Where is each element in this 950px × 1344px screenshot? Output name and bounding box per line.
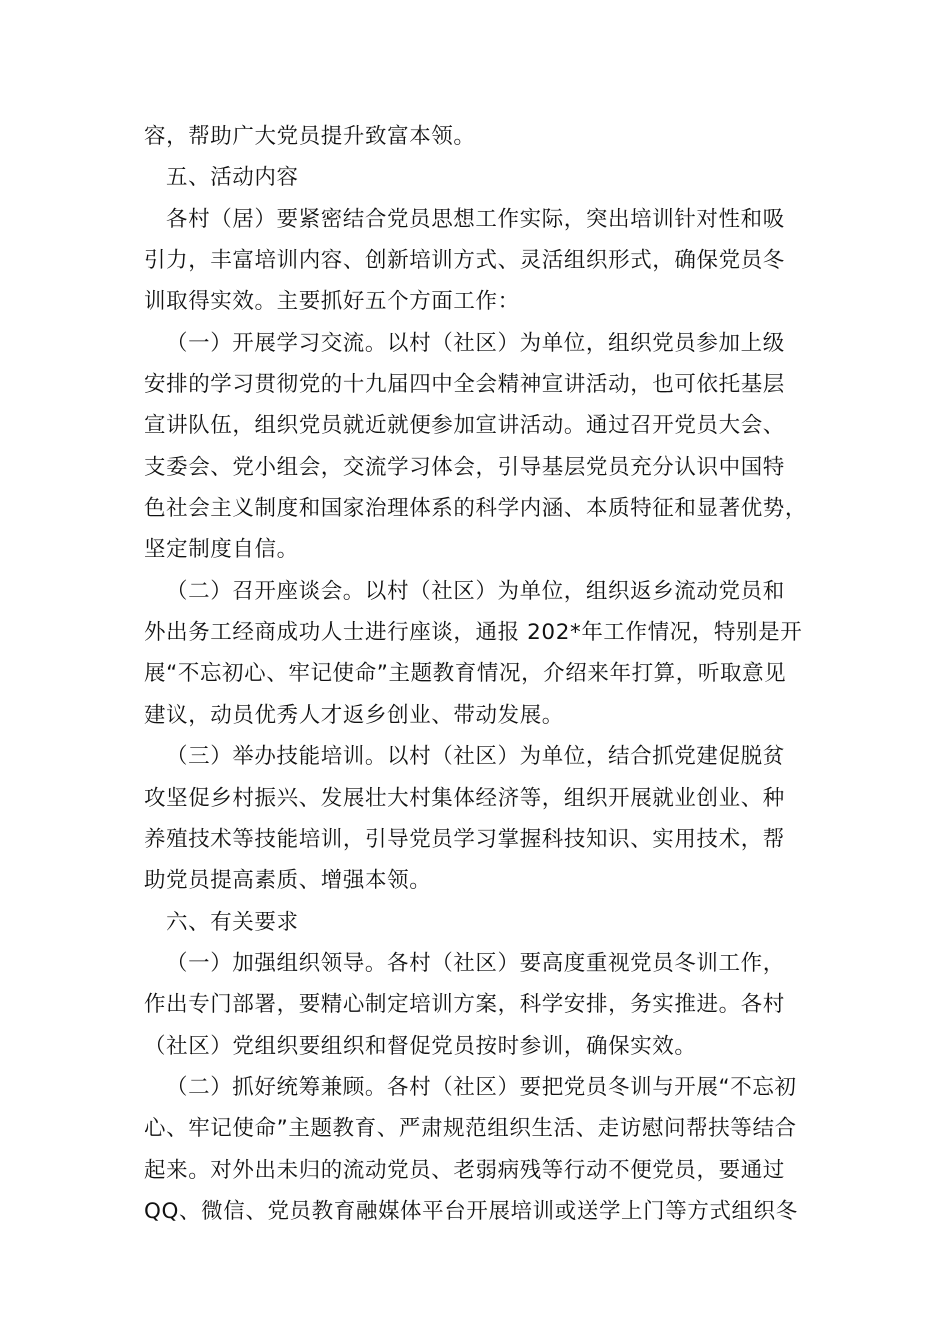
paragraph-line: 助党员提高素质、增强本领。	[144, 868, 432, 894]
paragraph-line: 心、牢记使命”主题教育、严肃规范组织生活、走访慰问帮扶等结合	[144, 1116, 797, 1142]
paragraph-line-requirement-1: （一）加强组织领导。各村（社区）要高度重视党员冬训工作，	[166, 950, 785, 976]
paragraph-line: 坚定制度自信。	[144, 537, 299, 563]
paragraph-line-item-1: （一）开展学习交流。以村（社区）为单位，组织党员参加上级	[166, 330, 785, 356]
paragraph-line: 色社会主义制度和国家治理体系的科学内涵、本质特征和显著优势，	[144, 496, 808, 522]
section-heading-activity-content: 五、活动内容	[166, 165, 299, 191]
paragraph-line-item-3: （三）举办技能培训。以村（社区）为单位，结合抓党建促脱贫	[166, 744, 785, 770]
paragraph-line: 支委会、党小组会，交流学习体会，引导基层党员充分认识中国特	[144, 454, 785, 480]
paragraph-line: 各村（居）要紧密结合党员思想工作实际，突出培训针对性和吸	[166, 206, 785, 232]
paragraph-line: 安排的学习贯彻党的十九届四中全会精神宣讲活动，也可依托基层	[144, 372, 785, 398]
paragraph-line: 起来。对外出未归的流动党员、老弱病残等行动不便党员，要通过	[144, 1157, 785, 1183]
paragraph-line: 外出务工经商成功人士进行座谈，通报 202*年工作情况，特别是开	[144, 620, 803, 646]
paragraph-line-requirement-2: （二）抓好统筹兼顾。各村（社区）要把党员冬训与开展“不忘初	[166, 1074, 797, 1100]
paragraph-line: QQ、微信、党员教育融媒体平台开展培训或送学上门等方式组织冬	[144, 1198, 798, 1224]
paragraph-line: （社区）党组织要组织和督促党员按时参训，确保实效。	[144, 1033, 697, 1059]
paragraph-line: 训取得实效。主要抓好五个方面工作：	[144, 289, 520, 315]
paragraph-line-item-2: （二）召开座谈会。以村（社区）为单位，组织返乡流动党员和	[166, 578, 785, 604]
paragraph-line-continuation: 容，帮助广大党员提升致富本领。	[144, 124, 476, 149]
section-heading-requirements: 六、有关要求	[166, 909, 299, 935]
paragraph-line: 作出专门部署，要精心制定培训方案，科学安排，务实推进。各村	[144, 992, 785, 1018]
paragraph-line: 引力，丰富培训内容、创新培训方式、灵活组织形式，确保党员冬	[144, 248, 785, 274]
paragraph-line: 展“不忘初心、牢记使命”主题教育情况，介绍来年打算，听取意见	[144, 661, 787, 687]
paragraph-line: 建议，动员优秀人才返乡创业、带动发展。	[144, 702, 564, 728]
paragraph-line: 攻坚促乡村振兴、发展壮大村集体经济等，组织开展就业创业、种	[144, 785, 785, 811]
document-body	[144, 116, 834, 1232]
paragraph-line: 养殖技术等技能培训，引导党员学习掌握科技知识、实用技术，帮	[144, 826, 785, 852]
paragraph-line: 宣讲队伍，组织党员就近就便参加宣讲活动。通过召开党员大会、	[144, 413, 785, 439]
